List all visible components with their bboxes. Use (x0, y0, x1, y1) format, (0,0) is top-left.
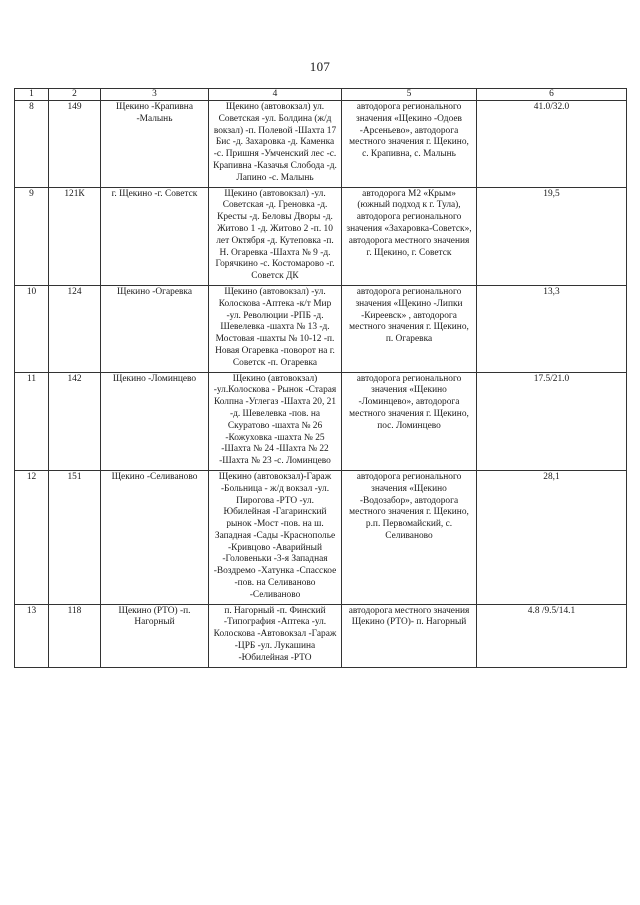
table-row (15, 372, 627, 470)
route-length: 13,3 (477, 285, 627, 372)
route-name: г. Щекино -г. Советск (101, 187, 209, 285)
route-path: Щекино (автовокзал) -ул. Советская -д. Греновка -д. Кресты -д. Беловы Дворы -д. Житово 1 -д. Житово 2 -п. 10 лет Октября -д. Кутеповка -п. Н. Огаревка -Шахта № 9 -д. Горячкино -с. Костомарово -г. Советск ДК (209, 187, 342, 285)
row-number: 12 (15, 470, 49, 604)
table-row (15, 285, 627, 372)
header-col-2: 2 (49, 89, 101, 101)
route-length: 17.5/21.0 (477, 372, 627, 470)
route-path: Щекино (автовокзал)-Гараж -Больница - ж/д вокзал -ул. Пирогова -РТО -ул. Юбилейная -Гагаринский рынок -Мост -пов. на ш. Западная -Сады -Краснополье -Кривцово -Аварийный -Головеньки -3-я Западная -Воздремо -Хатунка -Спасское -пов. на Селиваново -Селиваново (209, 470, 342, 604)
header-col-1: 1 (15, 89, 49, 101)
page-number: 107 (309, 59, 331, 74)
row-number: 8 (15, 101, 49, 188)
route-length: 19,5 (477, 187, 627, 285)
header-col-4: 4 (209, 89, 342, 101)
route-number: 151 (49, 470, 101, 604)
route-roads: автодорога регионального значения «Щекино -Липки -Киреевск» , автодорога местного значения г. Щекино, п. Огаревка (342, 285, 477, 372)
route-name: Щекино -Огаревка (101, 285, 209, 372)
routes-table (14, 88, 627, 668)
route-path: Щекино (автовокзал) -ул. Колоскова -Аптека -к/т Мир -ул. Революции -РПБ -д. Шевелевка -шахта № 13 -д. Мостовая -шахты № 10-12 -п. Новая Огаревка -поворот на г. Советск -п. Огаревка (209, 285, 342, 372)
route-length: 28,1 (477, 470, 627, 604)
route-name: Щекино -Селиваново (101, 470, 209, 604)
route-length: 4.8 /9.5/14.1 (477, 604, 627, 667)
table-row (15, 470, 627, 604)
route-roads: автодорога регионального значения «Щекино -Одоев -Арсеньево», автодорога местного значения г. Щекино, с. Крапивна, с. Малынь (342, 101, 477, 188)
route-length: 41.0/32.0 (477, 101, 627, 188)
route-name: Щекино -Ломинцево (101, 372, 209, 470)
route-number: 149 (49, 101, 101, 188)
route-path: Щекино (автовокзал) ул. Советская -ул. Болдина (ж/д вокзал) -п. Полевой -Шахта 17 Бис -д. Захаровка -д. Каменка -с. Пришня -Умченский лес -с. Крапивна -Казачья Слобода -д. Лапино -с. Малынь (209, 101, 342, 188)
table-header-row (15, 89, 627, 101)
header-col-3: 3 (101, 89, 209, 101)
table-row (15, 187, 627, 285)
route-number: 118 (49, 604, 101, 667)
route-roads: автодорога М2 «Крым» (южный подход к г. Тула), автодорога регионального значения «Захаровка-Советск», автодорога местного значения г. Щекино, г. Советск (342, 187, 477, 285)
route-path: п. Нагорный -п. Финский -Типография -Аптека -ул. Колоскова -Автовокзал -Гараж -ЦРБ -ул. Лукашина -Юбилейная -РТО (209, 604, 342, 667)
row-number: 9 (15, 187, 49, 285)
header-col-5: 5 (342, 89, 477, 101)
route-name: Щекино (РТО) -п. Нагорный (101, 604, 209, 667)
route-path: Щекино (автовокзал) -ул.Колоскова - Рынок -Старая Колпна -Углегаз -Шахта 20, 21 -д. Шевелевка -пов. на Скуратово -шахта № 26 -Кожуховка -шахта № 25 -Шахта № 24 -Шахта № 22 -Шахта № 23 -с. Ломинцево (209, 372, 342, 470)
route-name: Щекино -Крапивна -Малынь (101, 101, 209, 188)
route-roads: автодорога регионального значения «Щекино -Ломинцево», автодорога местного значения г. Щекино, пос. Ломинцево (342, 372, 477, 470)
route-number: 124 (49, 285, 101, 372)
row-number: 13 (15, 604, 49, 667)
row-number: 11 (15, 372, 49, 470)
route-roads: автодорога регионального значения «Щекино -Водозабор», автодорога местного значения г. Щекино, р.п. Первомайский, с. Селиваново (342, 470, 477, 604)
header-col-6: 6 (477, 89, 627, 101)
route-number: 121К (49, 187, 101, 285)
row-number: 10 (15, 285, 49, 372)
route-number: 142 (49, 372, 101, 470)
table-row (15, 101, 627, 188)
table-row (15, 604, 627, 667)
route-roads: автодорога местного значения Щекино (РТО)- п. Нагорный (342, 604, 477, 667)
